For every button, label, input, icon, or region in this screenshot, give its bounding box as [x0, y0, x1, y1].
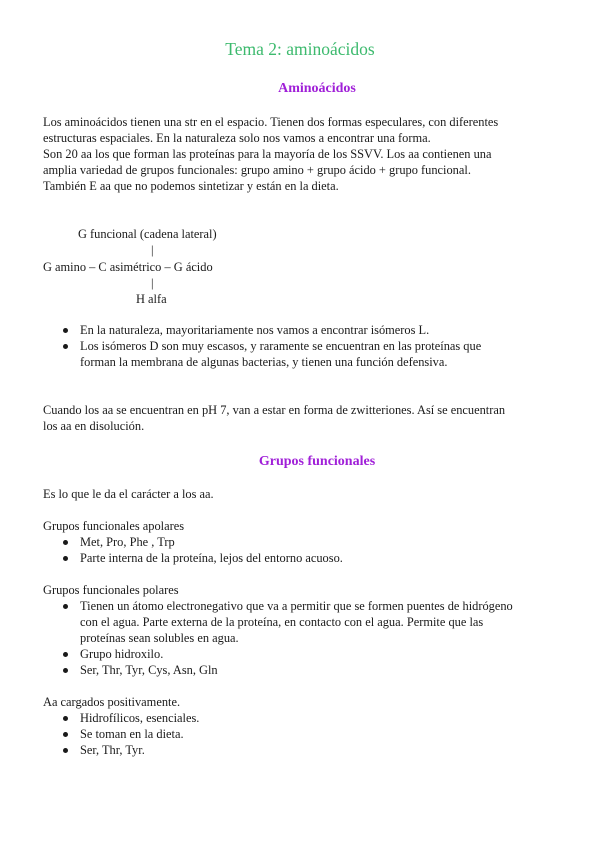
list-item: Met, Pro, Phe , Trp	[43, 534, 563, 550]
list-item: Hidrofílicos, esenciales.	[43, 710, 563, 726]
diagram-backbone: G amino – C asimétrico – G ácido	[43, 260, 213, 274]
zwitterion-paragraph	[43, 402, 563, 434]
list-item: Ser, Thr, Tyr, Cys, Asn, Gln	[43, 662, 563, 678]
text-line: También E aa que no podemos sintetizar y están en la dieta.	[43, 179, 339, 193]
bullet-icon	[63, 732, 68, 737]
list-item: En la naturaleza, mayoritariamente nos vamos a encontrar isómeros L.	[43, 322, 563, 338]
bullet-icon	[63, 540, 68, 545]
heading-aminoacidos: Aminoácidos	[278, 81, 356, 96]
grupos-intro: Es lo que le da el carácter a los aa.	[43, 487, 214, 501]
bullet-icon	[63, 652, 68, 657]
label-apolares: Grupos funcionales apolares	[43, 519, 185, 533]
list-item: Grupo hidroxilo.	[43, 646, 563, 662]
bullet-icon	[63, 328, 68, 333]
diagram-functional-group: G funcional (cadena lateral)	[78, 227, 217, 241]
heading-grupos-funcionales: Grupos funcionales	[258, 454, 376, 469]
bullet-icon	[63, 344, 68, 349]
text-line: amplia variedad de grupos funcionales: grupo amino + grupo ácido + grupo funcional.	[43, 163, 471, 177]
intro-paragraph	[43, 114, 563, 194]
list-item: Parte interna de la proteína, lejos del entorno acuoso.	[43, 550, 563, 566]
text-line: estructuras espaciales. En la naturaleza solo nos vamos a encontrar una forma.	[43, 131, 431, 145]
apolares-list	[43, 534, 563, 566]
bullet-icon	[63, 604, 68, 609]
list-item: Se toman en la dieta.	[43, 726, 563, 742]
label-polares: Grupos funcionales polares	[43, 583, 179, 597]
text-line: Los aminoácidos tienen una str en el espacio. Tienen dos formas especulares, con diferentes	[43, 115, 499, 129]
list-item: Tienen un átomo electronegativo que va a permitir que se formen puentes de hidrógeno con el agua. Parte externa de la proteína, en contacto con el agua. Permite que las proteínas sean solubles en agua.	[43, 598, 563, 646]
label-cargados: Aa cargados positivamente.	[43, 695, 181, 709]
polares-list	[43, 598, 563, 678]
text-line: Cuando los aa se encuentran en pH 7, van a estar en forma de zwitteriones. Así se encuentran	[43, 403, 506, 417]
bullet-icon	[63, 748, 68, 753]
isomer-list	[43, 322, 563, 370]
list-item: Ser, Thr, Tyr.	[43, 742, 563, 758]
diagram-h-alfa: H alfa	[136, 292, 167, 306]
list-item: Los isómeros D son muy escasos, y raramente se encuentran en las proteínas que forman la membrana de algunas bacterias, y tienen una función defensiva.	[43, 338, 563, 370]
bullet-icon	[63, 716, 68, 721]
diagram-bond-vertical: |	[151, 276, 154, 290]
cargados-list	[43, 710, 563, 758]
bullet-icon	[63, 556, 68, 561]
page-title: Tema 2: aminoácidos	[225, 39, 375, 59]
bullet-icon	[63, 668, 68, 673]
text-line: los aa en disolución.	[43, 419, 145, 433]
text-line: Son 20 aa los que forman las proteínas para la mayoría de los SSVV. Los aa contienen una	[43, 147, 492, 161]
diagram-bond-vertical: |	[151, 243, 154, 257]
